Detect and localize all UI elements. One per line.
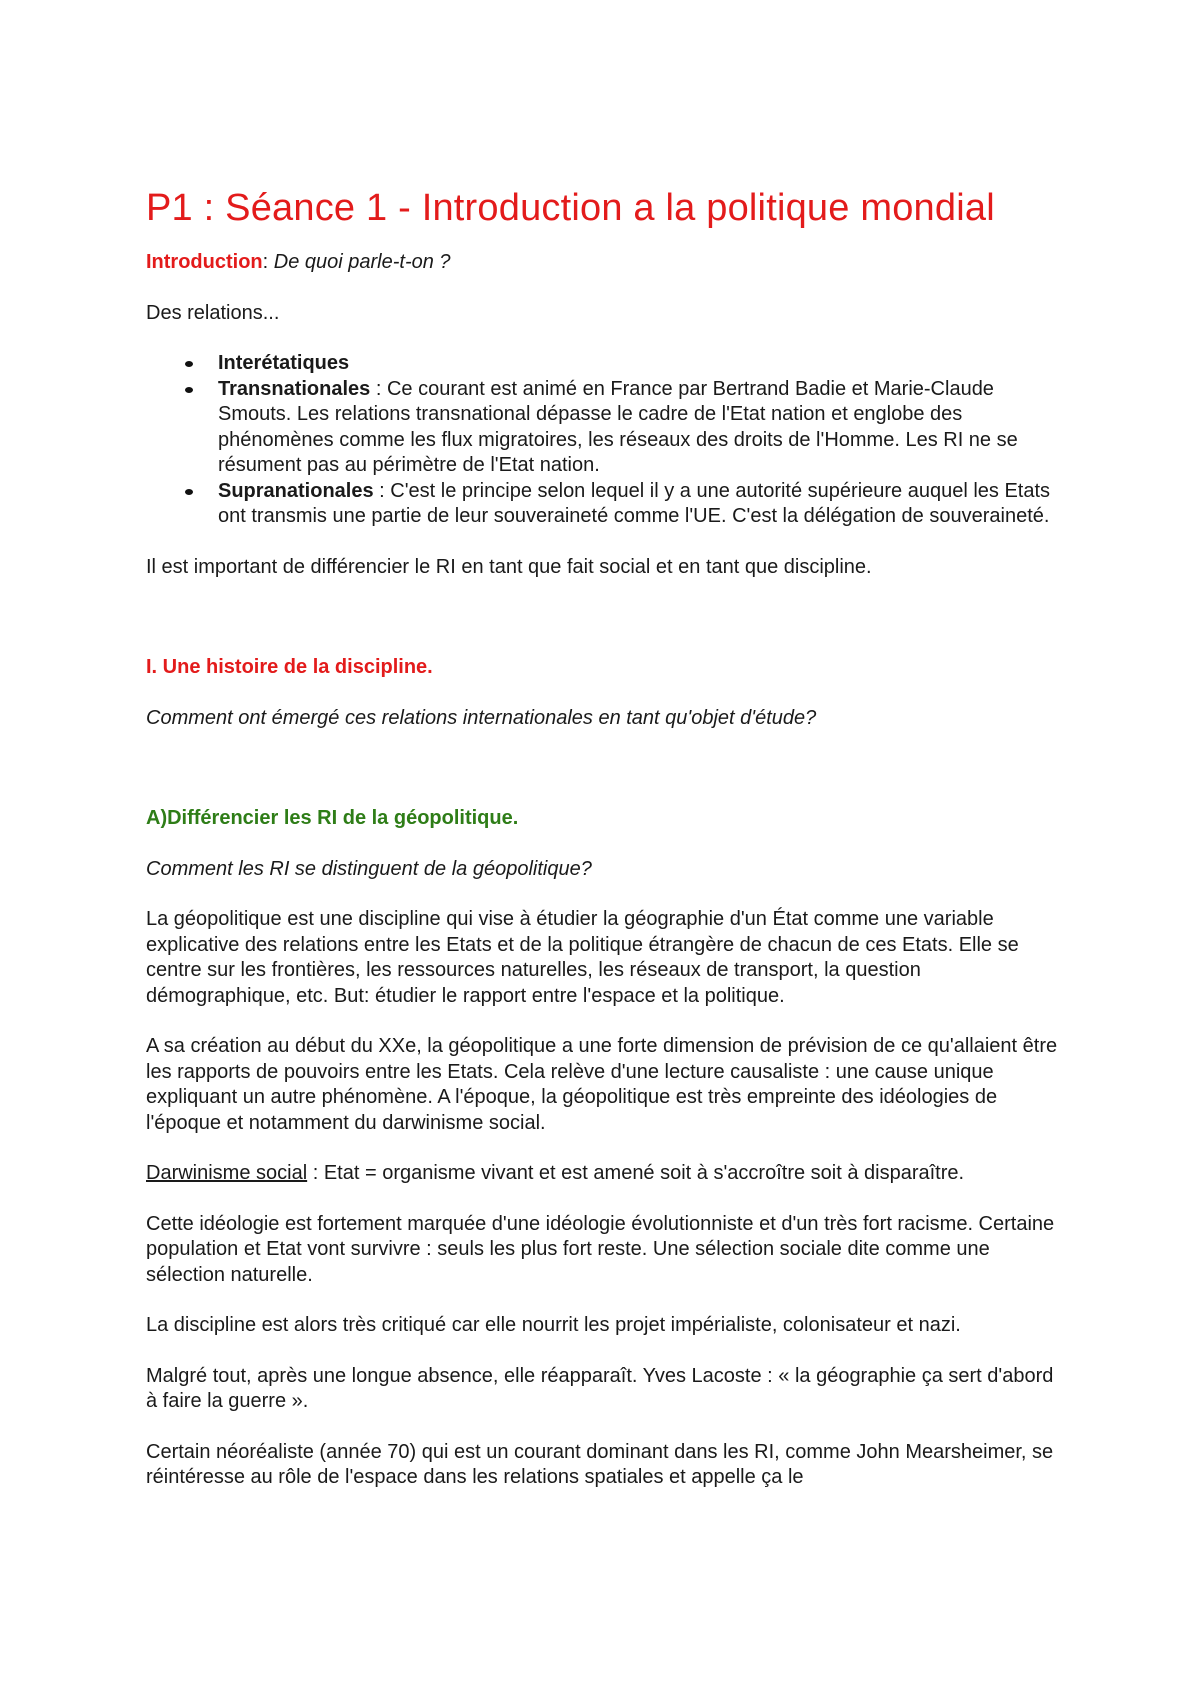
darwinisme-term: Darwinisme social <box>146 1162 308 1184</box>
paragraph-geopolitique-definition: La géopolitique est une discipline qui vise à étudier la géographie d'un État comme une variable explicative des relations entre les Etats et de la politique étrangère de chacun de ces Etats. Elle se centre sur les frontières, les ressources naturelles, les réseaux de transport, la question démographique, etc. But: étudier le rapport entre l'espace et la politique. <box>146 908 1019 1007</box>
intro-line <box>146 250 1066 276</box>
paragraph-ideologie: Cette idéologie est fortement marquée d'une idéologie évolutionniste et d'un très fort racisme. Certaine population et Etat vont survivre : seuls les plus fort reste. Une sélection sociale dite comme une sélection naturelle. <box>146 1212 1055 1286</box>
intro-separator: : <box>262 251 274 273</box>
darwinisme-definition: : Etat = organisme vivant et est amené soit à s'accroître soit à disparaître. <box>307 1162 965 1184</box>
intro-label: Introduction <box>146 251 263 273</box>
important-paragraph: Il est important de différencier le RI en tant que fait social et en tant que discipline. <box>146 555 872 578</box>
des-relations-text: Des relations... <box>146 301 280 324</box>
section-a-heading: A)Différencier les RI de la géopolitique. <box>146 807 519 829</box>
document-page <box>146 186 1066 1516</box>
bullet-term: Supranationales <box>218 479 374 502</box>
paragraph-creation-xxe: A sa création au début du XXe, la géopolitique a une forte dimension de prévision de ce qu'allaient être les rapports de pouvoirs entre les Etats. Cela relève d'une lecture causaliste : une cause unique expliquant un autre phénomène. A l'époque, la géopolitique est très empreinte des idéologies de l'époque et notamment du darwinisme social. <box>146 1035 1058 1134</box>
bullet-item-interetatiques <box>218 351 1066 377</box>
paragraph-critique: La discipline est alors très critiqué car elle nourrit les projet impérialiste, colonisateur et nazi. <box>146 1314 961 1336</box>
paragraph-lacoste: Malgré tout, après une longue absence, elle réapparaît. Yves Lacoste : « la géographie ça sert d'abord à faire la guerre ». <box>146 1364 1054 1412</box>
bullet-term: Transnationales <box>218 377 371 400</box>
document-title: P1 : Séance 1 - Introduction a la politique mondial <box>146 187 995 229</box>
section-a-question: Comment les RI se distinguent de la géopolitique? <box>146 857 592 880</box>
section-1-heading: I. Une histoire de la discipline. <box>146 656 433 678</box>
paragraph-neorealiste: Certain néoréaliste (année 70) qui est un courant dominant dans les RI, comme John Mearsheimer, se réintéresse au rôle de l'espace dans les relations spatiales et appelle ça le <box>146 1440 1054 1488</box>
bullet-term: Interétatiques <box>218 352 350 374</box>
bullet-item-transnationales <box>218 377 1066 479</box>
bullet-text: : C'est le principe selon lequel il y a une autorité supérieure auquel les Etats ont transmis une partie de leur souveraineté comme l'UE. C'est la délégation de souveraineté. <box>218 479 1051 527</box>
bullet-item-supranationales <box>218 479 1066 530</box>
paragraph-darwinisme <box>146 1161 1066 1187</box>
section-1-question: Comment ont émergé ces relations internationales en tant qu'objet d'étude? <box>146 706 817 729</box>
relations-bullet-list <box>146 351 1066 530</box>
bullet-text: : Ce courant est animé en France par Bertrand Badie et Marie-Claude Smouts. Les relations transnational dépasse le cadre de l'Etat nation et englobe des phénomènes comme les flux migratoires, les réseaux des droits de l'Homme. Les RI ne se résument pas au périmètre de l'Etat nation. <box>218 377 1018 476</box>
intro-question: De quoi parle-t-on ? <box>273 251 451 273</box>
